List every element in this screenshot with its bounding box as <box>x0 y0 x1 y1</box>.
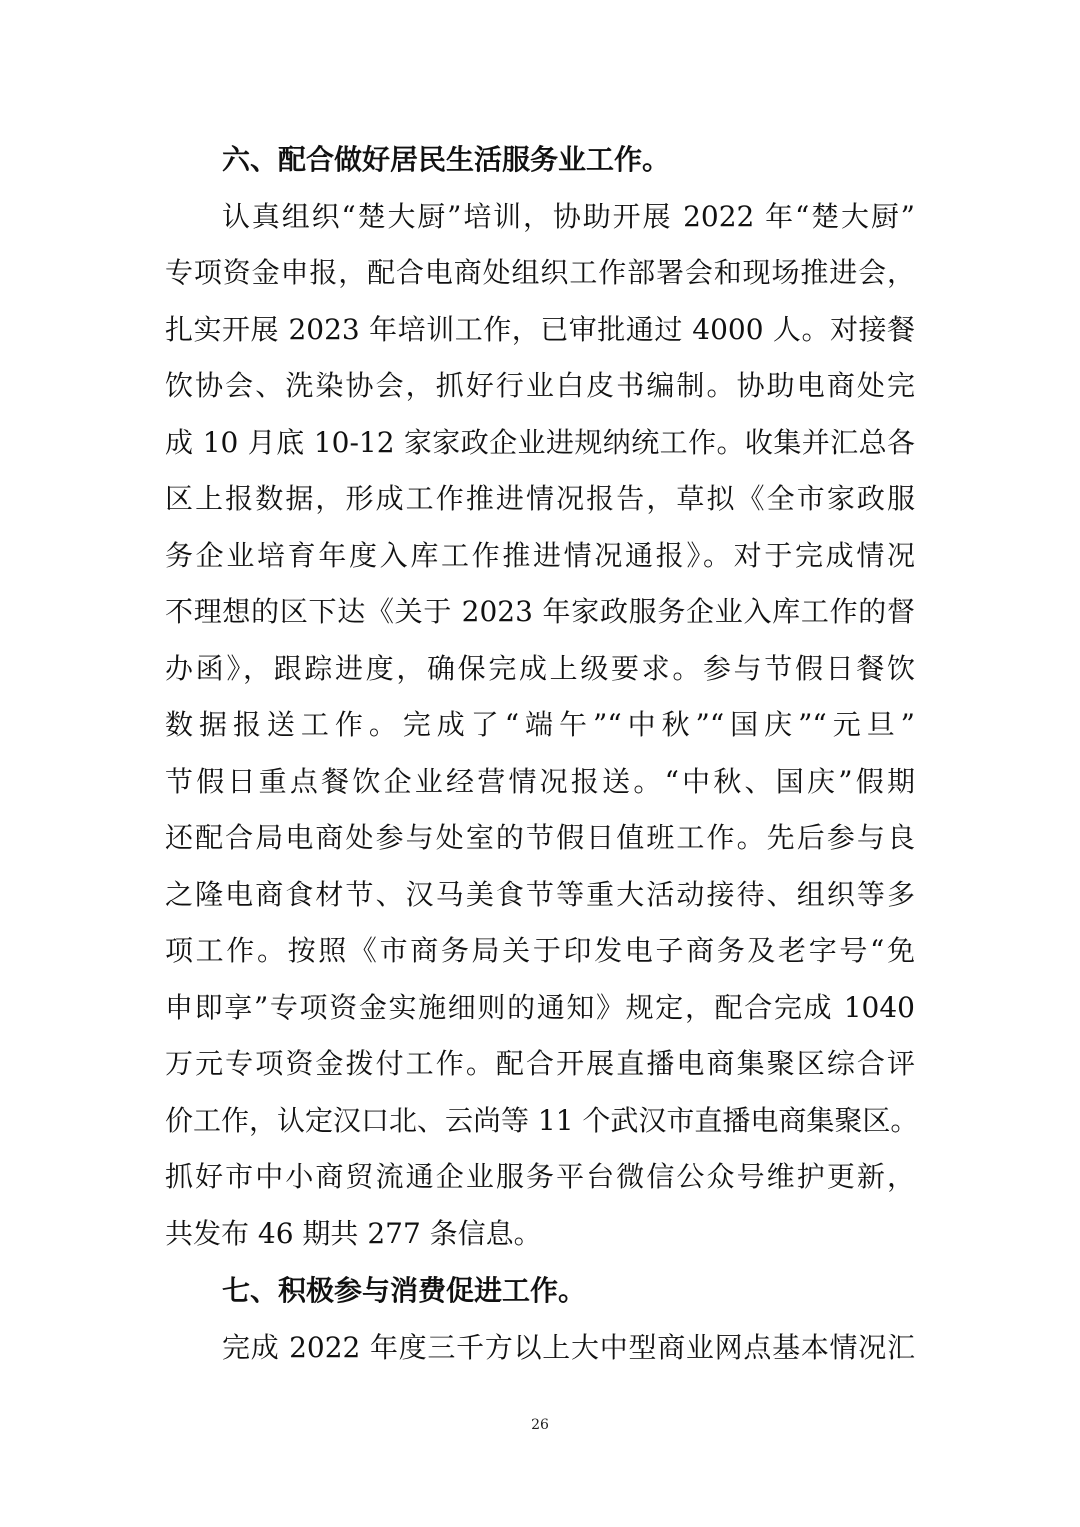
section-6-line-4: 饮协会、洗染协会，抓好行业白皮书编制。协助电商处完 <box>165 369 915 402</box>
page-number: 26 <box>531 1417 549 1433</box>
section-6-line-12: 还配合局电商处参与处室的节假日值班工作。先后参与良 <box>165 821 915 854</box>
section-7-line-1: 完成 2022 年度三千方以上大中型商业网点基本情况汇 <box>222 1331 915 1364</box>
section-6-line-6: 区上报数据，形成工作推进情况报告，草拟《全市家政服 <box>165 482 915 515</box>
section-6-line-2: 专项资金申报，配合电商处组织工作部署会和现场推进会， <box>165 256 915 289</box>
section-6-line-18: 抓好市中小商贸流通企业服务平台微信公众号维护更新， <box>165 1160 915 1193</box>
section-6-line-16: 万元专项资金拨付工作。配合开展直播电商集聚区综合评 <box>165 1047 915 1080</box>
section-6-line-19: 共发布 46 期共 277 条信息。 <box>165 1217 542 1250</box>
section-6-line-13: 之隆电商食材节、汉马美食节等重大活动接待、组织等多 <box>165 878 915 911</box>
section-6-line-14: 项工作。按照《市商务局关于印发电子商务及老字号“免 <box>165 934 915 967</box>
section-6-line-11: 节假日重点餐饮企业经营情况报送。“中秋、国庆”假期 <box>165 765 915 798</box>
section-6-line-9: 办函》，跟踪进度，确保完成上级要求。参与节假日餐饮 <box>165 652 915 685</box>
section-6-heading: 六、配合做好居民生活服务业工作。 <box>222 143 671 176</box>
section-6-line-10: 数据报送工作。完成了“端午”“中秋”“国庆”“元旦” <box>165 708 915 741</box>
section-6-line-15: 申即享”专项资金实施细则的通知》规定，配合完成 1040 <box>165 991 915 1024</box>
section-7-heading: 七、积极参与消费促进工作。 <box>222 1274 587 1307</box>
section-6-line-3: 扎实开展 2023 年培训工作，已审批通过 4000 人。对接餐 <box>165 313 915 346</box>
section-6-line-7: 务企业培育年度入库工作推进情况通报》。对于完成情况 <box>165 539 915 572</box>
section-6-line-5: 成 10 月底 10-12 家家政企业进规纳统工作。收集并汇总各 <box>165 426 915 459</box>
section-6-line-8: 不理想的区下达《关于 2023 年家政服务企业入库工作的督 <box>165 595 915 628</box>
section-6-line-17: 价工作，认定汉口北、云尚等 11 个武汉市直播电商集聚区。 <box>165 1104 919 1137</box>
section-6-line-1: 认真组织“楚大厨”培训，协助开展 2022 年“楚大厨” <box>222 200 915 233</box>
